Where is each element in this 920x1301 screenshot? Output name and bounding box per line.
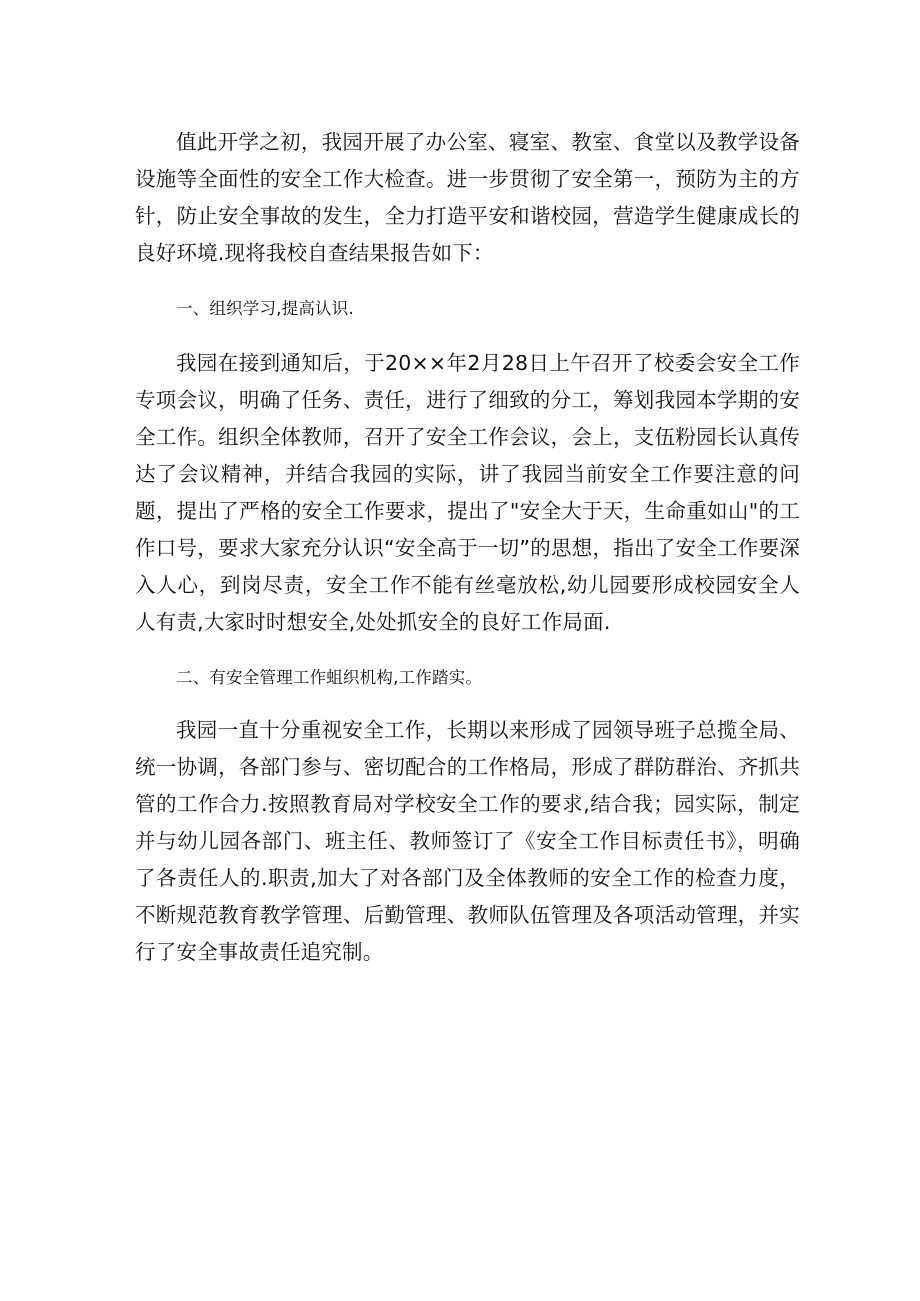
document-body (135, 124, 800, 971)
intro-paragraph: 值此开学之初，我园开展了办公室、寝室、教室、食堂以及教学设备设施等全面性的安全工作大检查。进一步贯彻了安全第一，预防为主的方针，防止安全事故的发生，全力打造平安和谐校园，营造学生健康成长的良好环境.现将我校自查结果报告如下： (135, 130, 800, 265)
section-heading-2: 二、有安全管理工作蛆织机构,工作踏实。 (176, 668, 483, 687)
section-2-paragraph: 我园一直十分重视安全工作，长期以来形成了园领导班子总揽全局、统一协调，各部门参与、密切配合的工作格局，形成了群防群治、齐抓共管的工作合力.按照教育局对学校安全工作的要求,结合我；园实际，制定并与幼儿园各部门、班主任、教师签订了《安全工作目标责任书》，明确了各责任人的.职责,加大了对各部门及全体教师的安全工作的检查力度，不断规范教育教学管理、后勤管理、教师队伍管理及各项活动管理，并实行了安全事故责任追究制。 (135, 718, 800, 964)
section-1-paragraph: 我园在接到通知后，于20××年2月28日上午召开了校委会安全工作专项会议，明确了任务、责任，进行了细致的分工，筹划我园本学期的安全工作。组织全体教师，召开了安全工作会议，会上，支伍粉园长认真传达了会议精神，并结合我园的实际，讲了我园当前安全工作要注意的问题，提出了严格的安全工作要求，提出了"安全大于天，生命重如山"的工作口号，要求大家充分认识“安全高于一切”的思想，指出了安全工作要深入人心，到岗尽责，安全工作不能有丝毫放松,幼儿园要形成校园安全人人有责,大家时时想安全,处处抓安全的良好工作局面. (135, 351, 800, 634)
section-heading-1: 一、组织学习,提高认识. (176, 299, 354, 318)
